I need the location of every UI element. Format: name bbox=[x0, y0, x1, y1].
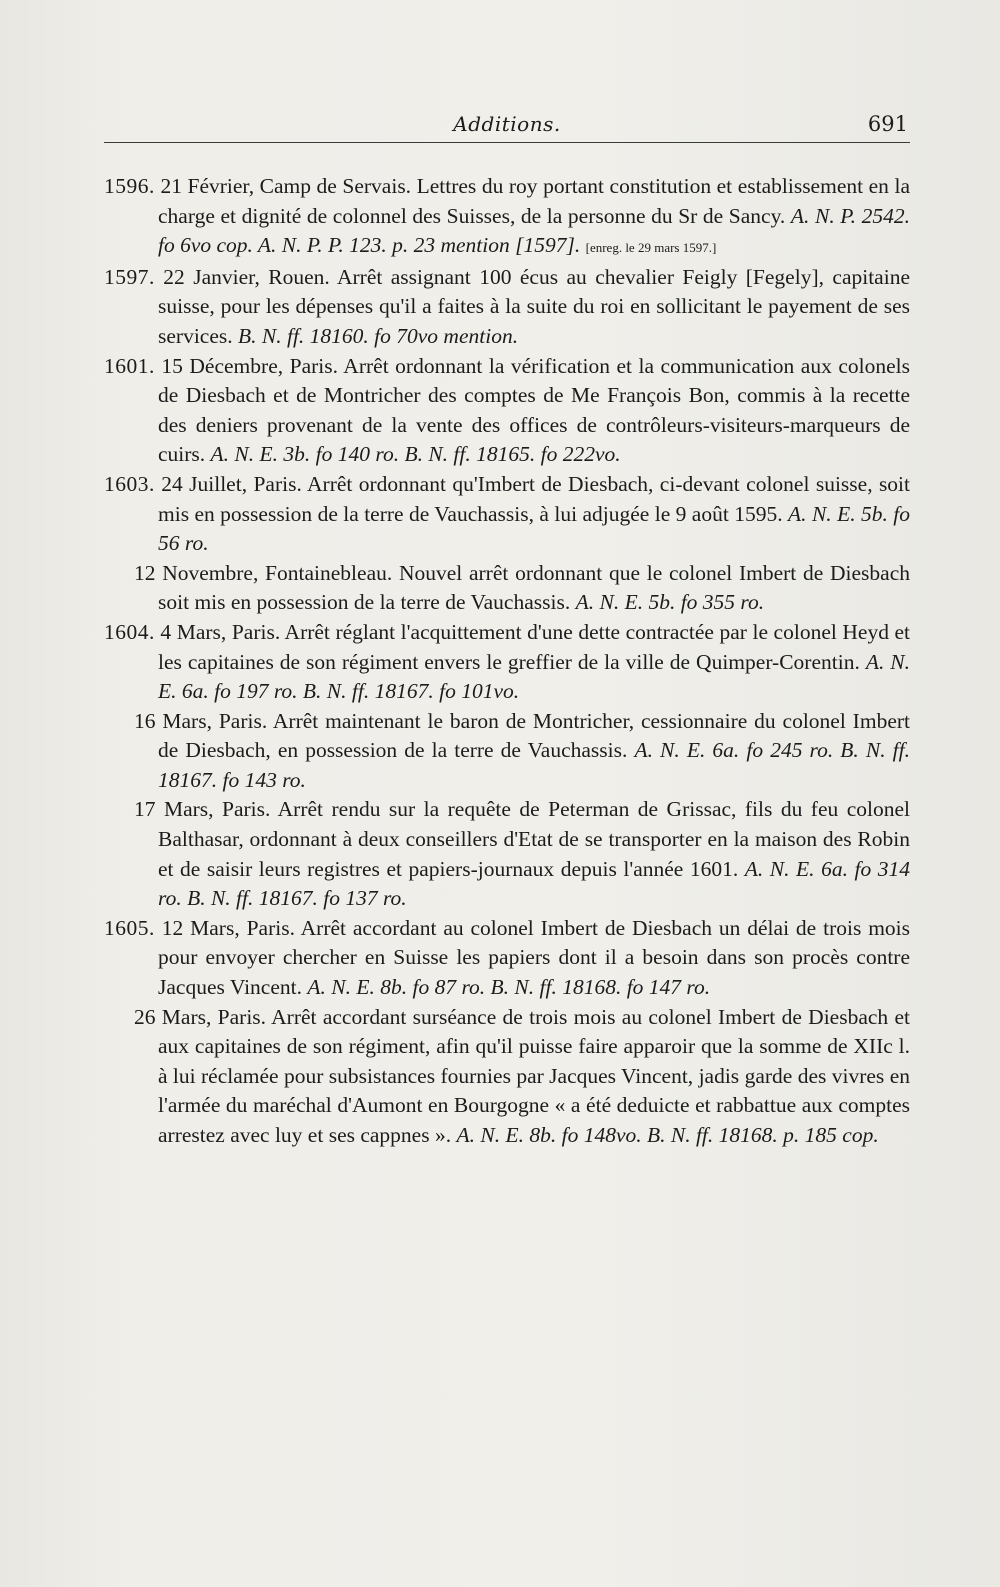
entry-year: 1597. bbox=[104, 264, 155, 289]
entry-1605-12-mars bbox=[104, 914, 910, 1003]
entry-text: 12 Mars, Paris. Arrêt accordant au colonel Imbert de Diesbach un délai de trois mois pour envoyer chercher en Suisse les papiers dont il a besoin dans son procès contre Jacques Vincent. bbox=[158, 915, 911, 1000]
entry-reference: A. N. P. 2542. fo 6vo cop. A. N. P. P. 123. p. 23 mention [1597]. bbox=[158, 203, 911, 258]
entry-year: 1605. bbox=[104, 915, 155, 940]
entry-year: 1604. bbox=[104, 619, 155, 644]
entry-reference: A. N. E. 3b. fo 140 ro. B. N. ff. 18165. fo 222vo. bbox=[210, 442, 621, 467]
entry-1605-26-mars bbox=[104, 1003, 910, 1151]
entry-text: 4 Mars, Paris. Arrêt réglant l'acquittement d'une dette contractée par le colonel Heyd et les capitaines de son régiment envers le greffier de la ville de Quimper-Corentin. bbox=[158, 619, 911, 674]
entry-text: 16 Mars, Paris. Arrêt maintenant le baron de Montricher, cessionnaire du colonel Imbert de Diesbach, en possession de la terre de Vauchassis. bbox=[134, 708, 910, 763]
entry-reference: A. N. E. 6a. fo 197 ro. B. N. ff. 18167. fo 101vo. bbox=[158, 649, 911, 704]
entry-year: 1601. bbox=[104, 353, 155, 378]
entry-1596 bbox=[104, 172, 910, 263]
entry-reference: A. N. E. 8b. fo 87 ro. B. N. ff. 18168. fo 147 ro. bbox=[307, 975, 711, 1000]
entry-text: 15 Décembre, Paris. Arrêt ordonnant la vérification et la communication aux colonels de Diesbach et de Montricher des comptes de Me François Bon, commis à la recette des deniers provenant de la vente des offices de contrôleurs-visiteurs-marqueurs de cuirs. bbox=[158, 353, 910, 467]
entry-reference: A. N. E. 6a. fo 245 ro. B. N. ff. 18167. fo 143 ro. bbox=[158, 738, 910, 792]
entry-year: 1603. bbox=[104, 471, 155, 496]
entry-1597 bbox=[104, 263, 910, 352]
page-number: 691 bbox=[867, 112, 908, 136]
entry-text: 21 Février, Camp de Servais. Lettres du roy portant constitution et establissement en la charge et dignité de colonnel des Suisses, de la personne du Sr de Sancy. bbox=[158, 174, 910, 228]
entry-text: 17 Mars, Paris. Arrêt rendu sur la requête de Peterman de Grissac, fils du feu colonel Balthasar, ordonnant à deux conseillers d'Etat de se transporter en la maison des Robin et de saisir leurs registres et papiers-journaux depuis l'année 1601. bbox=[134, 797, 910, 881]
entry-1603-juillet bbox=[104, 470, 910, 559]
running-title: Additions. bbox=[453, 112, 561, 136]
entry-1604-17-mars bbox=[104, 795, 910, 913]
entry-reference: B. N. ff. 18160. fo 70vo mention. bbox=[238, 323, 519, 348]
entry-1601 bbox=[104, 352, 910, 470]
entry-1604-4-mars bbox=[104, 618, 910, 707]
document-body bbox=[104, 172, 910, 1151]
entry-note: [enreg. le 29 mars 1597.] bbox=[585, 240, 717, 256]
entry-1603-novembre bbox=[104, 559, 910, 618]
entry-text: 22 Janvier, Rouen. Arrêt assignant 100 écus au chevalier Feigly [Fegely], capitaine suisse, pour les dépenses qu'il a faites à la suite du roi en sollicitant le payement de ses services. bbox=[158, 264, 910, 348]
entry-reference: A. N. E. 5b. fo 56 ro. bbox=[158, 501, 911, 556]
entry-reference: A. N. E. 8b. fo 148vo. B. N. ff. 18168. p. 185 cop. bbox=[456, 1123, 879, 1147]
entry-year: 1596. bbox=[104, 174, 155, 198]
entry-text: 26 Mars, Paris. Arrêt accordant surséance de trois mois au colonel Imbert de Diesbach et aux capitaines de son régiment, afin qu'il puisse faire apparoir que la somme de XIIc l. à lui réclamée pour subsistances fournies par Jacques Vincent, jadis garde des vivres en l'armée du maréchal d'Aumont en Bourgogne « a été deduicte et rabbattue aux comptes arrestez avec luy et ses cappnes ». bbox=[134, 1004, 910, 1147]
entry-text: 12 Novembre, Fontainebleau. Nouvel arrêt ordonnant que le colonel Imbert de Diesbach soit mis en possession de la terre de Vauchassis. bbox=[134, 560, 910, 615]
entry-1604-16-mars bbox=[104, 707, 910, 796]
running-header bbox=[104, 112, 910, 143]
entry-reference: A. N. E. 5b. fo 355 ro. bbox=[575, 590, 765, 615]
entry-text: 24 Juillet, Paris. Arrêt ordonnant qu'Imbert de Diesbach, ci-devant colonel suisse, soit mis en possession de la terre de Vauchassis, à lui adjugée le 9 août 1595. bbox=[158, 471, 911, 526]
entry-reference: A. N. E. 6a. fo 314 ro. B. N. ff. 18167. fo 137 ro. bbox=[158, 856, 910, 911]
